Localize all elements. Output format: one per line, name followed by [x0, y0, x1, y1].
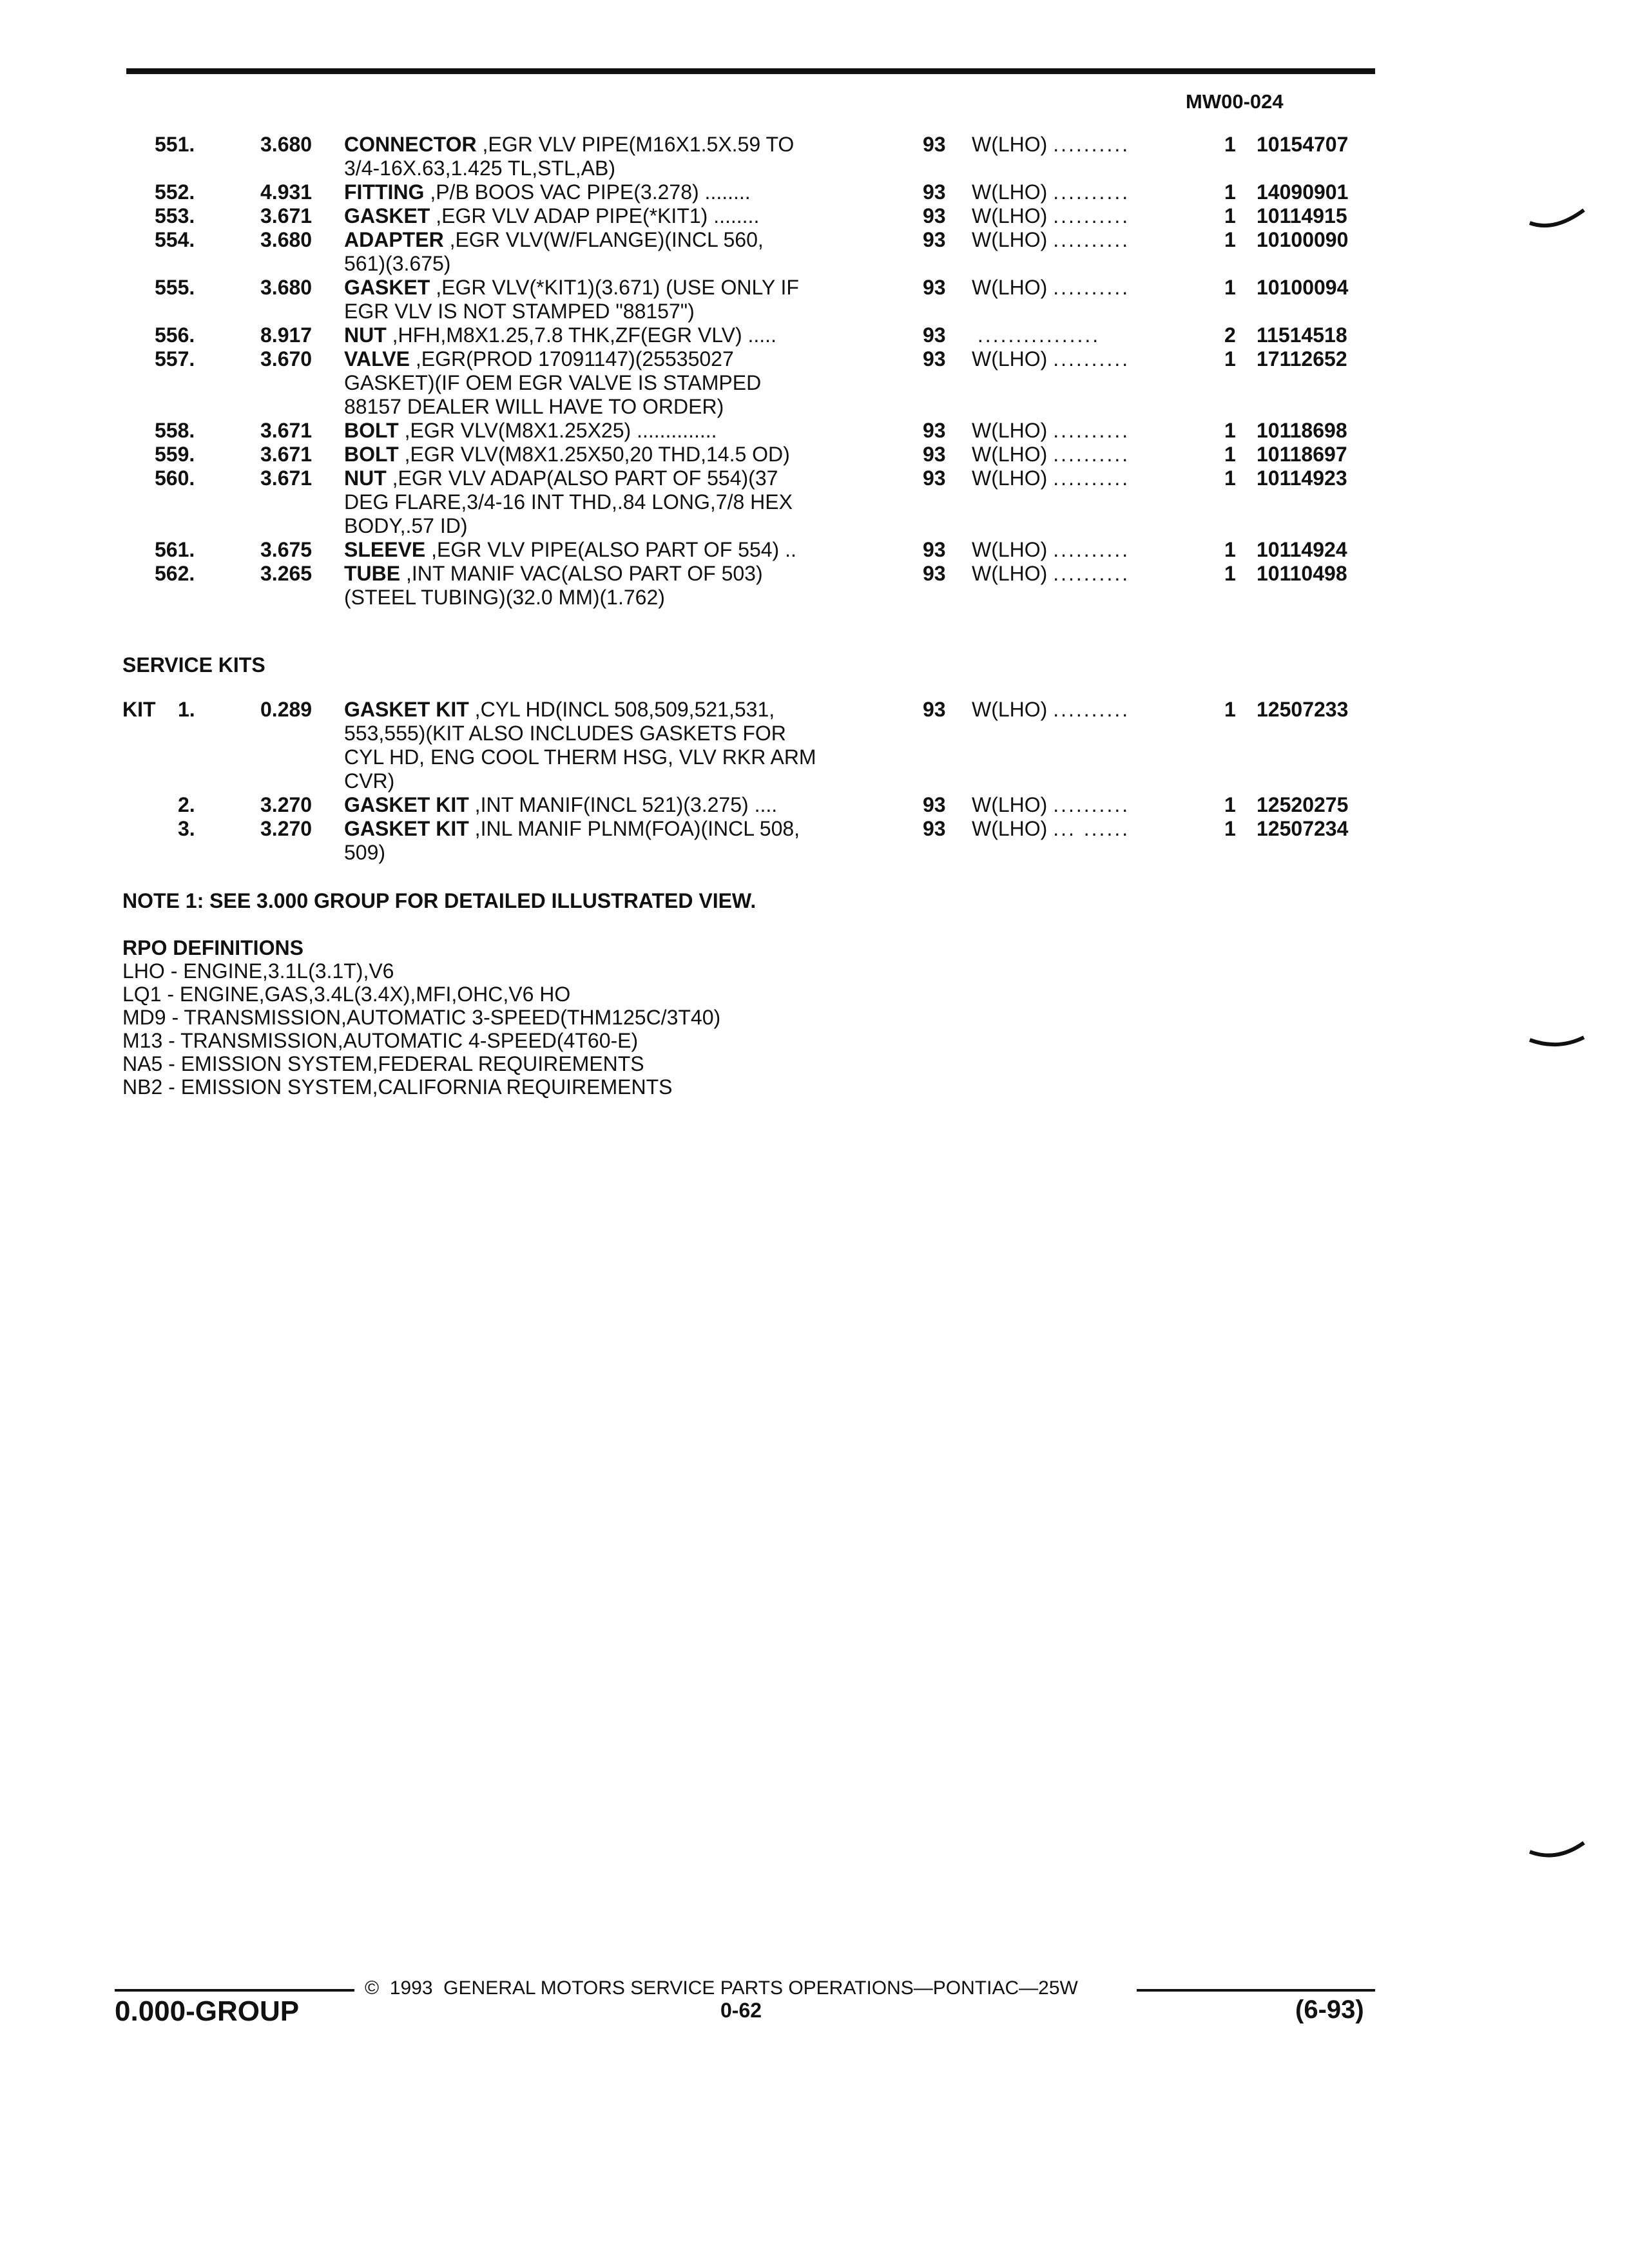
part-spec: ,CYL HD(INCL 508,509,521,531, [474, 698, 775, 721]
footer-group: 0.000-GROUP [115, 1995, 300, 2027]
part-spec: ,EGR VLV PIPE(ALSO PART OF 554) .. [431, 538, 796, 561]
part-number: 10100090 [1257, 228, 1349, 251]
model-year: 93 [923, 276, 946, 299]
leader-dots: .......... [1053, 443, 1130, 466]
kit-label: KIT [122, 698, 156, 721]
item-number: 554. [155, 228, 195, 251]
description-line [344, 562, 879, 586]
part-description [344, 419, 879, 443]
model-year: 93 [923, 180, 946, 204]
item-number: 555. [155, 276, 195, 299]
model-year: 93 [923, 419, 946, 442]
usage [972, 443, 1130, 466]
part-spec: ,EGR VLV(M8X1.25X25) .............. [404, 419, 717, 442]
part-name: FITTING [344, 180, 425, 204]
group-number: 3.671 [260, 419, 313, 442]
part-spec: ,P/B BOOS VAC PIPE(3.278) ........ [430, 180, 751, 204]
usage-code: W(LHO) [972, 793, 1048, 816]
model-year: 93 [923, 133, 946, 156]
part-name: BOLT [344, 419, 399, 442]
quantity: 1 [1224, 562, 1236, 585]
part-description [344, 538, 879, 562]
model-year: 93 [923, 466, 946, 490]
group-number: 3.680 [260, 228, 313, 251]
part-description [344, 133, 879, 180]
usage-code: W(LHO) [972, 698, 1048, 721]
description-line: CVR) [344, 769, 395, 793]
rpo-item: NA5 - EMISSION SYSTEM,FEDERAL REQUIREMENTS [122, 1052, 644, 1075]
quantity: 1 [1224, 443, 1236, 466]
usage [972, 180, 1130, 204]
description-line [344, 817, 879, 841]
description-line [344, 793, 879, 817]
description-line [344, 133, 879, 157]
usage-code: W(LHO) [972, 204, 1048, 227]
description-line: EGR VLV IS NOT STAMPED "88157") [344, 300, 695, 323]
description-line: 509) [344, 841, 386, 864]
part-description [344, 228, 879, 276]
leader-dots: ... ...... [1053, 817, 1130, 840]
part-description [344, 562, 879, 610]
part-number: 12507233 [1257, 698, 1349, 721]
item-number: 1. [178, 698, 195, 721]
usage-code: W(LHO) [972, 817, 1048, 840]
item-number: 2. [178, 793, 195, 816]
usage [972, 466, 1130, 490]
part-number: 10118698 [1257, 419, 1347, 442]
part-spec: ,INT MANIF VAC(ALSO PART OF 503) [406, 562, 763, 585]
leader-dots: .......... [1053, 466, 1130, 490]
quantity: 1 [1224, 817, 1236, 840]
rpo-item: LQ1 - ENGINE,GAS,3.4L(3.4X),MFI,OHC,V6 HO [122, 983, 571, 1006]
part-number: 10114923 [1257, 466, 1347, 490]
binder-mark [1528, 1840, 1586, 1866]
leader-dots: .......... [1053, 562, 1130, 585]
part-spec: ,EGR(PROD 17091147)(25535027 [415, 347, 734, 370]
description-line: 88157 DEALER WILL HAVE TO ORDER) [344, 395, 724, 418]
part-number: 17112652 [1257, 347, 1347, 370]
binder-mark [1528, 207, 1586, 233]
usage-code: W(LHO) [972, 538, 1048, 561]
group-number: 4.931 [260, 180, 313, 204]
description-line [344, 698, 879, 722]
description-line [344, 443, 879, 466]
rpo-title: RPO DEFINITIONS [122, 936, 304, 959]
part-description [344, 276, 879, 323]
quantity: 1 [1224, 466, 1236, 490]
description-line [344, 466, 879, 490]
group-number: 3.671 [260, 466, 313, 490]
leader-dots: .......... [1053, 180, 1130, 204]
part-description [344, 793, 879, 817]
part-number: 10100094 [1257, 276, 1349, 299]
leader-dots: .......... [1053, 228, 1130, 251]
quantity: 1 [1224, 538, 1236, 561]
description-line [344, 180, 879, 204]
rpo-item: NB2 - EMISSION SYSTEM,CALIFORNIA REQUIREMENTS [122, 1075, 673, 1099]
description-line: 3/4-16X.63,1.425 TL,STL,AB) [344, 157, 615, 180]
part-spec: ,EGR VLV ADAP(ALSO PART OF 554)(37 [392, 466, 778, 490]
group-number: 3.670 [260, 347, 313, 370]
service-kits-title: SERVICE KITS [122, 653, 265, 677]
item-number: 557. [155, 347, 195, 370]
usage [972, 793, 1130, 817]
part-number: 10110498 [1257, 562, 1347, 585]
leader-dots: .......... [1053, 419, 1130, 442]
part-description [344, 698, 879, 793]
description-line [344, 323, 879, 347]
copyright-line: © 1993 GENERAL MOTORS SERVICE PARTS OPERATIONS—PONTIAC—25W [365, 1977, 1078, 1999]
part-name: VALVE [344, 347, 410, 370]
description-line: CYL HD, ENG COOL THERM HSG, VLV RKR ARM [344, 745, 816, 769]
top-rule [126, 68, 1375, 74]
group-number: 8.917 [260, 323, 313, 347]
description-line [344, 347, 879, 371]
leader-dots: .......... [1053, 538, 1130, 561]
model-year: 93 [923, 204, 946, 227]
quantity: 1 [1224, 180, 1236, 204]
model-year: 93 [923, 793, 946, 816]
part-spec: ,EGR VLV ADAP PIPE(*KIT1) ........ [436, 204, 760, 227]
usage-code: W(LHO) [972, 443, 1048, 466]
part-name: GASKET KIT [344, 698, 469, 721]
quantity: 1 [1224, 698, 1236, 721]
usage [972, 562, 1130, 586]
description-line: 561)(3.675) [344, 252, 451, 275]
item-number: 551. [155, 133, 195, 156]
part-number: 10154707 [1257, 133, 1349, 156]
part-spec: ,EGR VLV(M8X1.25X50,20 THD,14.5 OD) [404, 443, 790, 466]
usage [972, 419, 1130, 443]
part-spec: ,EGR VLV(*KIT1)(3.671) (USE ONLY IF [436, 276, 799, 299]
model-year: 93 [923, 443, 946, 466]
quantity: 1 [1224, 204, 1236, 227]
part-spec: ,INL MANIF PLNM(FOA)(INCL 508, [474, 817, 800, 840]
leader-dots: .......... [1053, 133, 1130, 156]
group-number: 3.671 [260, 443, 313, 466]
part-description [344, 323, 879, 347]
item-number: 552. [155, 180, 195, 204]
usage-code: W(LHO) [972, 466, 1048, 490]
usage-code: W(LHO) [972, 276, 1048, 299]
usage [972, 323, 1100, 347]
part-name: BOLT [344, 443, 399, 466]
footer-date: (6-93) [1295, 1995, 1364, 2024]
part-number: 10114915 [1257, 204, 1347, 227]
usage-code: W(LHO) [972, 180, 1048, 204]
group-number: 3.675 [260, 538, 313, 561]
description-line: (STEEL TUBING)(32.0 MM)(1.762) [344, 586, 665, 609]
part-name: NUT [344, 323, 387, 347]
part-description [344, 817, 879, 865]
usage-code: W(LHO) [972, 419, 1048, 442]
usage [972, 133, 1130, 157]
note: NOTE 1: SEE 3.000 GROUP FOR DETAILED ILLUSTRATED VIEW. [122, 889, 757, 912]
item-number: 3. [178, 817, 195, 840]
description-line [344, 276, 879, 300]
description-line [344, 228, 879, 252]
rpo-item: M13 - TRANSMISSION,AUTOMATIC 4-SPEED(4T60-E) [122, 1029, 639, 1052]
description-line [344, 419, 879, 443]
part-name: GASKET [344, 204, 430, 227]
usage-code: W(LHO) [972, 562, 1048, 585]
model-year: 93 [923, 817, 946, 840]
item-number: 558. [155, 419, 195, 442]
usage [972, 698, 1130, 722]
usage [972, 204, 1130, 228]
part-spec: ,HFH,M8X1.25,7.8 THK,ZF(EGR VLV) ..... [392, 323, 776, 347]
usage-code: W(LHO) [972, 347, 1048, 370]
usage [972, 347, 1130, 371]
part-number: 12520275 [1257, 793, 1349, 816]
part-description [344, 204, 879, 228]
group-number: 3.680 [260, 133, 313, 156]
leader-dots: .......... [1053, 204, 1130, 227]
leader-dots: .......... [1053, 793, 1130, 816]
usage-code: W(LHO) [972, 228, 1048, 251]
description-line: DEG FLARE,3/4-16 INT THD,.84 LONG,7/8 HEX [344, 490, 793, 514]
part-name: GASKET [344, 276, 430, 299]
part-name: GASKET KIT [344, 793, 469, 816]
part-description [344, 466, 879, 538]
quantity: 1 [1224, 133, 1236, 156]
model-year: 93 [923, 562, 946, 585]
part-name: CONNECTOR [344, 133, 477, 156]
item-number: 562. [155, 562, 195, 585]
usage [972, 538, 1130, 562]
rpo-item: LHO - ENGINE,3.1L(3.1T),V6 [122, 959, 394, 983]
item-number: 560. [155, 466, 195, 490]
leader-dots: ................ [977, 323, 1101, 347]
quantity: 1 [1224, 793, 1236, 816]
binder-mark [1528, 1031, 1586, 1057]
item-number: 559. [155, 443, 195, 466]
group-number: 3.680 [260, 276, 313, 299]
leader-dots: .......... [1053, 276, 1130, 299]
part-name: NUT [344, 466, 387, 490]
quantity: 1 [1224, 276, 1236, 299]
model-year: 93 [923, 323, 946, 347]
part-spec: ,EGR VLV(W/FLANGE)(INCL 560, [449, 228, 764, 251]
description-line: 553,555)(KIT ALSO INCLUDES GASKETS FOR [344, 722, 786, 745]
quantity: 2 [1224, 323, 1236, 347]
model-year: 93 [923, 538, 946, 561]
usage [972, 228, 1130, 252]
description-line: GASKET)(IF OEM EGR VALVE IS STAMPED [344, 371, 762, 394]
item-number: 553. [155, 204, 195, 227]
part-number: 11514518 [1257, 323, 1347, 347]
description-line [344, 204, 879, 228]
page-number: 0-62 [720, 1999, 762, 2022]
part-description [344, 443, 879, 466]
item-number: 556. [155, 323, 195, 347]
part-number: 10114924 [1257, 538, 1347, 561]
group-number: 0.289 [260, 698, 313, 721]
model-year: 93 [923, 228, 946, 251]
usage-code: W(LHO) [972, 133, 1048, 156]
leader-dots: .......... [1053, 347, 1130, 370]
footer-rule-right [1137, 1989, 1375, 1992]
usage [972, 817, 1130, 841]
document-code: MW00-024 [1186, 90, 1284, 113]
item-number: 561. [155, 538, 195, 561]
part-name: SLEEVE [344, 538, 426, 561]
model-year: 93 [923, 698, 946, 721]
quantity: 1 [1224, 419, 1236, 442]
footer-rule-left [115, 1989, 354, 1992]
quantity: 1 [1224, 347, 1236, 370]
group-number: 3.270 [260, 817, 313, 840]
quantity: 1 [1224, 228, 1236, 251]
part-number: 12507234 [1257, 817, 1349, 840]
group-number: 3.270 [260, 793, 313, 816]
part-name: ADAPTER [344, 228, 444, 251]
usage [972, 276, 1130, 300]
rpo-item: MD9 - TRANSMISSION,AUTOMATIC 3-SPEED(THM125C/3T40) [122, 1006, 721, 1029]
group-number: 3.671 [260, 204, 313, 227]
part-name: TUBE [344, 562, 401, 585]
part-number: 14090901 [1257, 180, 1349, 204]
group-number: 3.265 [260, 562, 313, 585]
part-name: GASKET KIT [344, 817, 469, 840]
part-spec: ,INT MANIF(INCL 521)(3.275) .... [474, 793, 778, 816]
part-spec: ,EGR VLV PIPE(M16X1.5X.59 TO [482, 133, 795, 156]
rpo-definitions [122, 936, 720, 1099]
description-line [344, 538, 879, 562]
model-year: 93 [923, 347, 946, 370]
leader-dots: .......... [1053, 698, 1130, 721]
description-line: BODY,.57 ID) [344, 514, 468, 537]
part-description [344, 347, 879, 419]
part-number: 10118697 [1257, 443, 1347, 466]
part-description [344, 180, 879, 204]
